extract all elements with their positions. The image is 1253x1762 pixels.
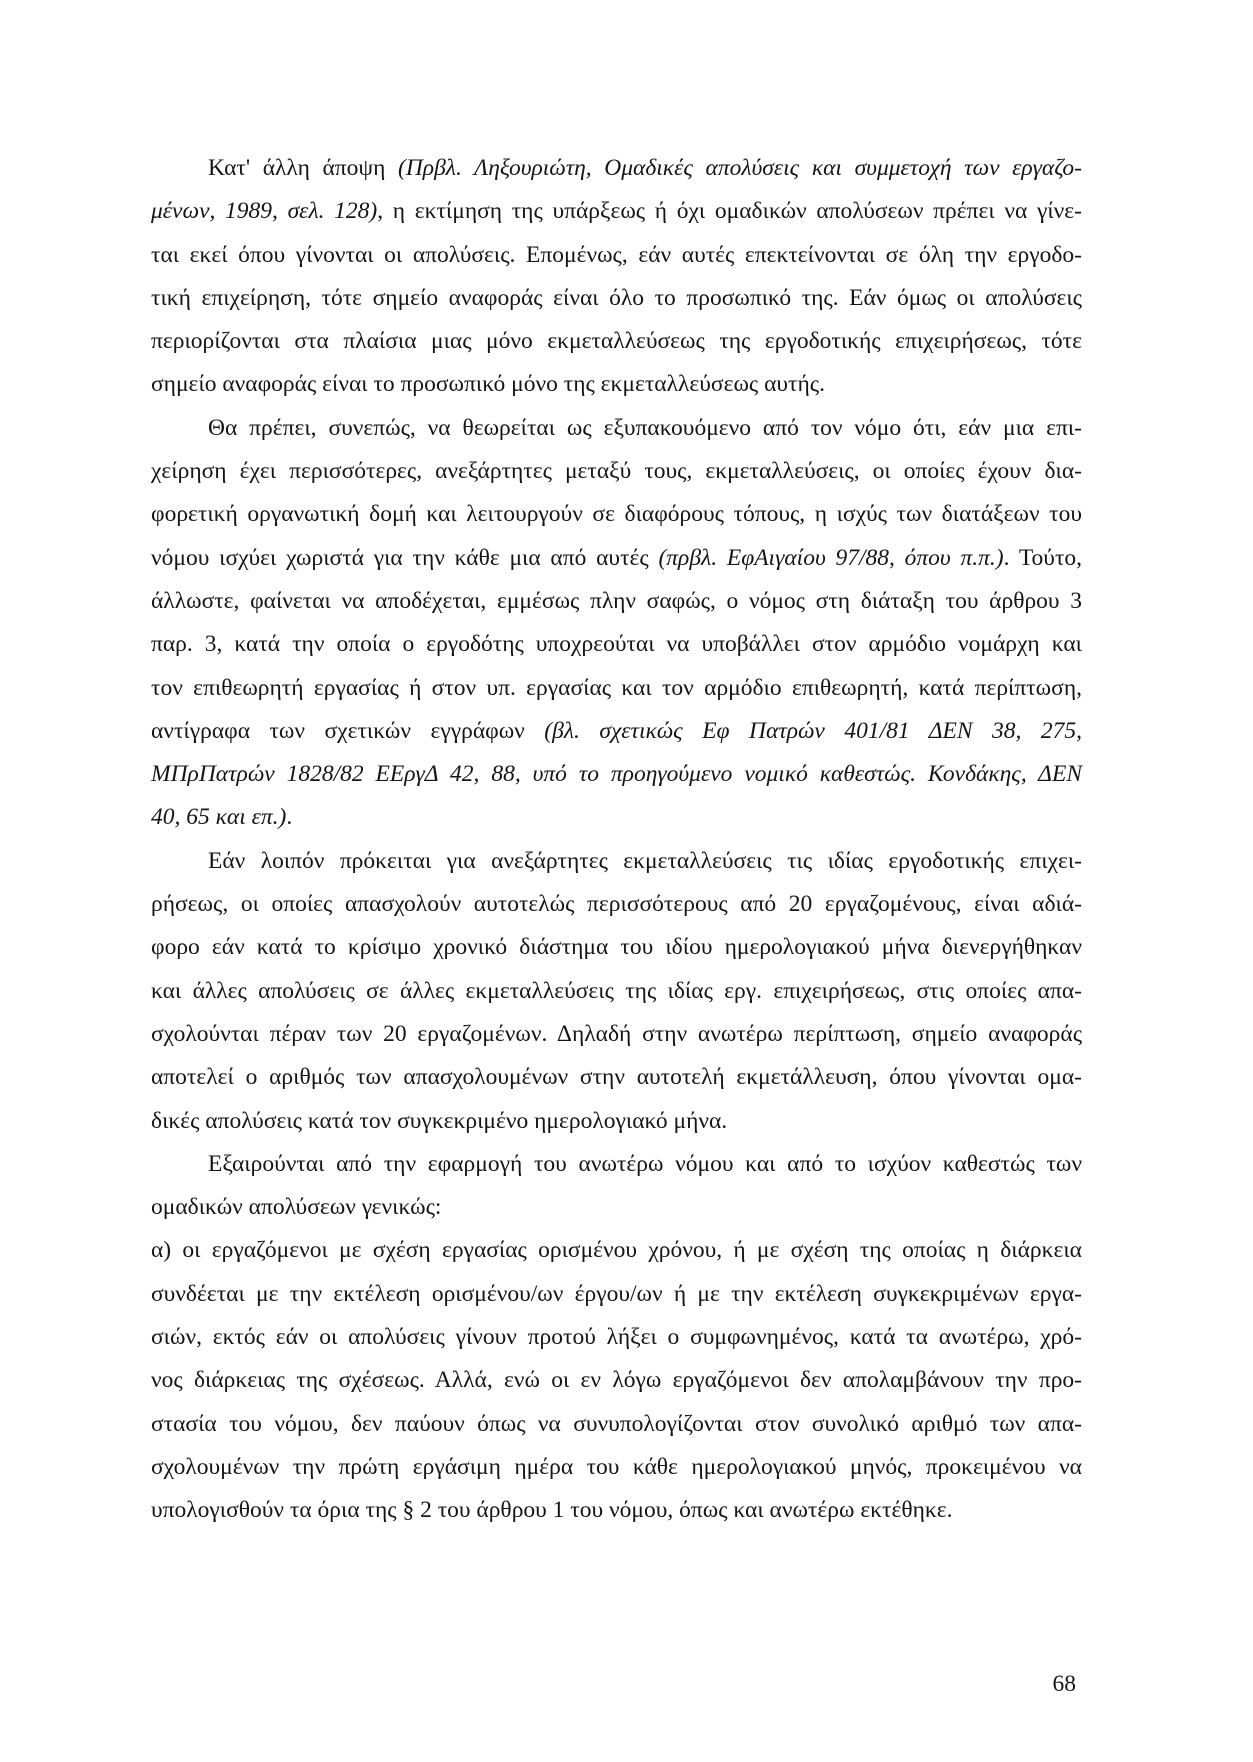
text-line [151,1013,1082,1056]
text-segment: ομαδικών απολύσεων γενικώς: [151,1194,442,1221]
citation-text: (Πρβλ. Ληξουριώτη, Ομαδικές απολύσεις και συμμετοχή των εργαζο- [398,155,1082,181]
text-line [151,493,1082,536]
citation-text: (βλ. σχετικώς Εφ Πατρών 401/81 ΔΕΝ 38, 275, [544,717,1082,744]
text-segment: φορο εάν κατά το κρίσιμο χρονικό διάστημα του ιδίου ημερολογιακού μήνα διενεργήθηκαν [151,934,1082,961]
text-segment: νόμου ισχύει χωριστά για την κάθε μια από αυτές [151,544,659,571]
text-segment: άλλωστε, φαίνεται να αποδέχεται, εμμέσως πλην σαφώς, ο νόμος στη διάταξη του άρθρου 3 [151,587,1082,614]
text-segment: σημείο αναφοράς είναι το προσωπικό μόνο της εκμεταλλεύσεως αυτής. [151,371,825,398]
text-line [151,1489,1082,1532]
text-segment: χείρηση έχει περισσότερες, ανεξάρτητες μεταξύ τους, εκμεταλλεύσεις, οι οποίες έχουν δια- [151,458,1082,485]
citation-text: (πρβλ. ΕφΑιγαίου 97/88, όπου π.π.) [658,544,1004,571]
paragraph [151,147,1082,407]
text-line [151,623,1082,666]
text-line [151,1100,1082,1143]
text-segment: . [286,804,293,831]
text-line [151,1359,1082,1402]
text-line [151,363,1082,406]
paragraph [151,840,1082,1143]
text-line [151,1403,1082,1446]
text-segment: Θα πρέπει, συνεπώς, να θεωρείται ως εξυπακουόμενο από τον νόμο ότι, εάν μια επι- [208,414,1082,441]
text-segment: , η εκτίμηση της υπάρξεως ή όχι ομαδικών απολύσεων πρέπει να γίνε- [377,198,1082,225]
text-segment: Κατ' άλλη άποψη [208,155,399,181]
text-line [151,407,1082,450]
paragraph [151,407,1082,840]
text-line [151,277,1082,320]
text-segment: συνδέεται με την εκτέλεση ορισμένου/ων έργου/ων ή με την εκτέλεση συγκεκριμένων εργα- [151,1280,1082,1307]
text-segment: δικές απολύσεις κατά τον συγκεκριμένο ημερολογιακό μήνα. [151,1107,728,1134]
list-item-paragraph [151,1229,1082,1532]
text-line [151,796,1082,839]
text-line [151,1273,1082,1316]
text-segment: περιορίζονται στα πλαίσια μιας μόνο εκμεταλλεύσεως της εργοδοτικής επιχειρήσεως, τότε [151,328,1082,355]
text-line [151,1316,1082,1359]
text-line [151,580,1082,623]
citation-text: ΜΠρΠατρών 1828/82 ΕΕργΔ 42, 88, υπό το προηγούμενο νομικό καθεστώς. Κονδάκης, ΔΕΝ [151,761,1082,788]
text-line [151,1056,1082,1099]
text-line [151,926,1082,969]
text-segment: ρήσεως, οι οποίες απασχολούν αυτοτελώς περισσότερους από 20 εργαζομένους, είναι αδιά- [151,891,1082,918]
text-line [151,840,1082,883]
text-segment: παρ. 3, κατά την οποία ο εργοδότης υποχρεούται να υποβάλλει στον αρμόδιο νομάρχη και [151,631,1082,658]
text-segment: σιών, εκτός εάν οι απολύσεις γίνουν προτού λήξει ο συμφωνημένος, κατά τα ανωτέρω, χρό- [151,1324,1082,1351]
text-line [151,970,1082,1013]
text-segment: αντίγραφα των σχετικών εγγράφων [151,717,545,744]
text-line [151,710,1082,753]
text-segment: α) οι εργαζόμενοι με σχέση εργασίας ορισμένου χρόνου, ή με σχέση της οποίας η διάρκεια [151,1237,1082,1264]
text-line [151,1446,1082,1489]
citation-text: 40, 65 και επ.) [151,804,287,831]
text-line [151,190,1082,233]
body-text [151,147,1082,1533]
text-segment: φορετική οργανωτική δομή και λειτουργούν σε διαφόρους τόπους, η ισχύς των διατάξεων του [151,501,1082,528]
text-segment: στασία του νόμου, δεν παύουν όπως να συνυπολογίζονται στον συνολικό αριθμό των απα- [151,1410,1082,1437]
text-segment: ται εκεί όπου γίνονται οι απολύσεις. Επομένως, εάν αυτές επεκτείνονται σε όλη την εργοδο- [151,241,1082,268]
text-segment: Εάν λοιπόν πρόκειται για ανεξάρτητες εκμεταλλεύσεις τις ιδίας εργοδοτικής επιχει- [208,847,1082,874]
text-segment: υπολογισθούν τα όρια της § 2 του άρθρου 1 του νόμου, όπως και ανωτέρω εκτέθηκε. [151,1497,953,1524]
text-line [151,667,1082,710]
text-line [151,147,1082,190]
text-line [151,450,1082,493]
text-line [151,753,1082,796]
text-segment: αποτελεί ο αριθμός των απασχολουμένων στην αυτοτελή εκμετάλλευση, όπου γίνονται ομα- [151,1064,1082,1091]
text-line [151,1143,1082,1186]
text-line [151,234,1082,277]
text-segment: τον επιθεωρητή εργασίας ή στον υπ. εργασίας και τον αρμόδιο επιθεωρητή, κατά περίπτωση, [151,674,1082,701]
text-line [151,537,1082,580]
paragraph [151,1143,1082,1230]
text-segment: Εξαιρούνται από την εφαρμογή του ανωτέρω νόμου και από το ισχύον καθεστώς των [208,1150,1082,1177]
text-segment: και άλλες απολύσεις σε άλλες εκμεταλλεύσεις της ιδίας εργ. επιχειρήσεως, στις οποίες απα- [151,977,1082,1004]
text-line [151,883,1082,926]
text-line [151,320,1082,363]
citation-text: μένων, 1989, σελ. 128) [151,198,378,225]
text-segment: σχολουμένων την πρώτη εργάσιμη ημέρα του κάθε ημερολογιακού μηνός, προκειμένου να [151,1453,1082,1480]
text-segment: . Τούτο, [1003,544,1083,571]
text-segment: τική επιχείρηση, τότε σημείο αναφοράς είναι όλο το προσωπικό της. Εάν όμως οι απολύσεις [151,284,1082,311]
page-number: 68 [1052,1671,1076,1697]
text-line [151,1229,1082,1272]
text-line [151,1186,1082,1229]
text-segment: νος διάρκειας της σχέσεως. Αλλά, ενώ οι εν λόγω εργαζόμενοι δεν απολαμβάνουν την προ- [151,1367,1082,1394]
text-segment: σχολούνται πέραν των 20 εργαζομένων. Δηλαδή στην ανωτέρω περίπτωση, σημείο αναφοράς [151,1020,1082,1047]
